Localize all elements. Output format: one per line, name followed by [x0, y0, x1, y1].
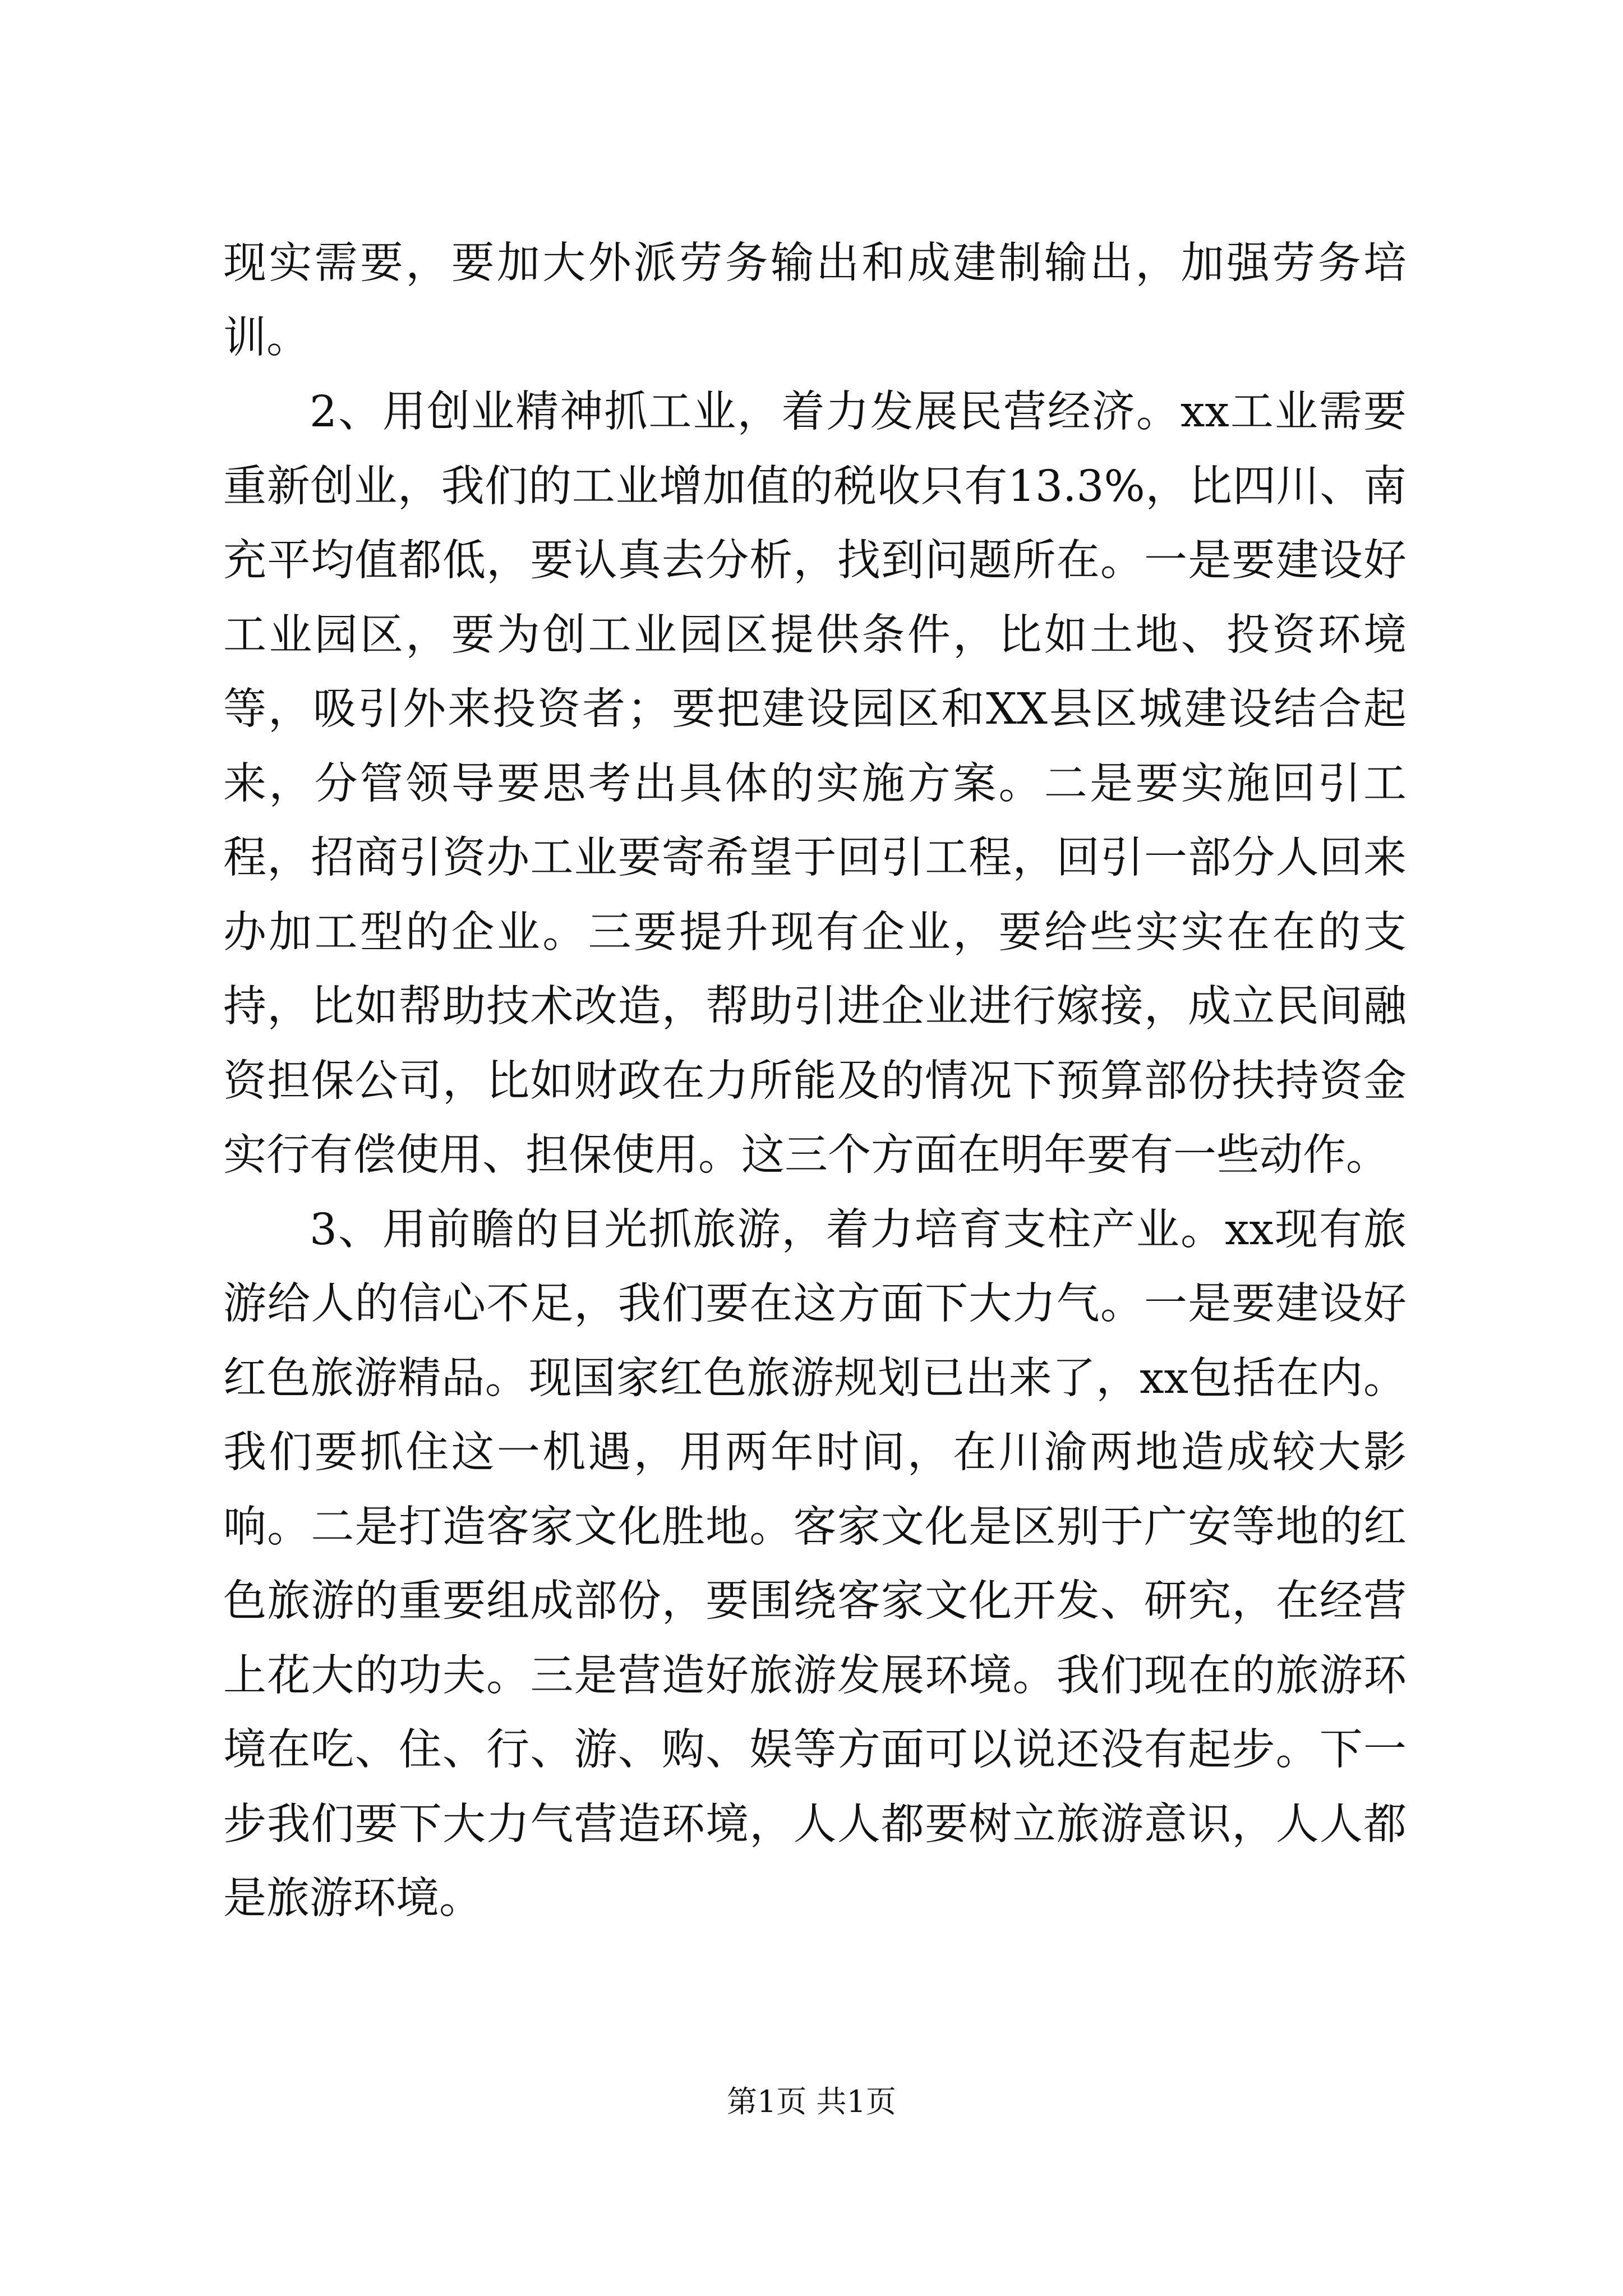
page-number-footer: 第1页 共1页: [727, 2084, 896, 2119]
paragraph-industry: 2、用创业精神抓工业，着力发展民营经济。xx工业需要重新创业，我们的工业增加值的税收只有13.3%，比四川、南充平均值都低，要认真去分析，找到问题所在。一是要建设好工业园区，要为创工业园区提供条件，比如土地、投资环境等，吸引外来投资者；要把建设园区和XX县区城建设结合起来，分管领导要思考出具体的实施方案。二是要实施回引工程，招商引资办工业要寄希望于回引工程，回引一部分人回来办加工型的企业。三要提升现有企业，要给些实实在在的支持，比如帮助技术改造，帮助引进企业进行嫁接，成立民间融资担保公司，比如财政在力所能及的情况下预算部份扶持资金实行有偿使用、担保使用。这三个方面在明年要有一些动作。: [223, 387, 1407, 1180]
document-body: [223, 227, 1407, 1936]
paragraph-tourism: 3、用前瞻的目光抓旅游，着力培育支柱产业。xx现有旅游给人的信心不足，我们要在这方面下大力气。一是要建设好红色旅游精品。现国家红色旅游规划已出来了，xx包括在内。我们要抓住这一机遇，用两年时间，在川渝两地造成较大影响。二是打造客家文化胜地。客家文化是区别于广安等地的红色旅游的重要组成部份，要围绕客家文化开发、研究，在经营上花大的功夫。三是营造好旅游发展环境。我们现在的旅游环境在吃、住、行、游、购、娱等方面可以说还没有起步。下一步我们要下大力气营造环境，人人都要树立旅游意识，人人都是旅游环境。: [223, 1204, 1407, 1924]
paragraph-continuation: 现实需要，要加大外派劳务输出和成建制输出，加强劳务培训。: [223, 238, 1407, 363]
